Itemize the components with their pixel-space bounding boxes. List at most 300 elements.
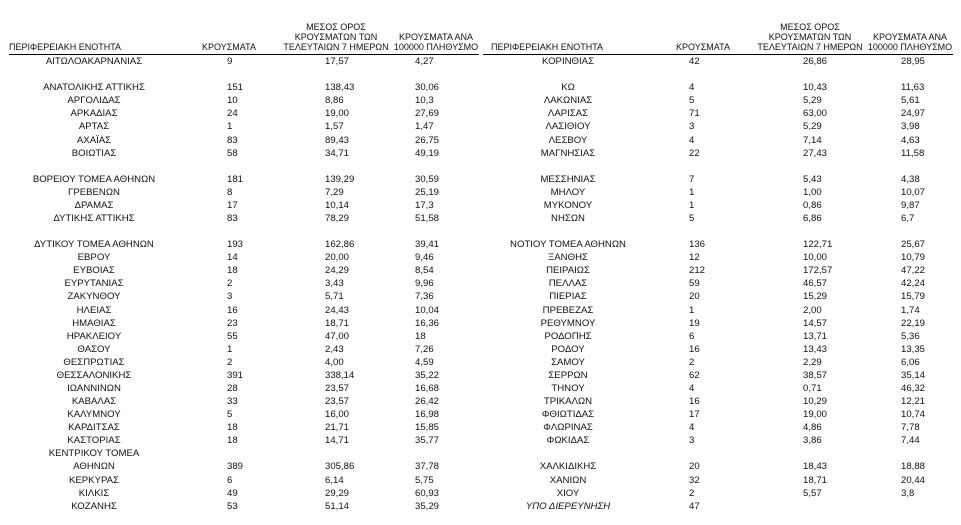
- avg7-cell: 5,29: [803, 95, 822, 107]
- cases-cell: 212: [689, 265, 706, 277]
- avg7-cell: 63,00: [803, 108, 828, 120]
- region-name-cell: ΗΜΑΘΙΑΣ: [72, 317, 116, 329]
- cases-cell: [179, 447, 279, 460]
- cases-cell: [179, 68, 279, 81]
- table-header-row: [9, 14, 479, 55]
- avg7-cell: 14,57: [803, 317, 828, 329]
- per100k-cell: 1,74: [901, 304, 920, 316]
- per100k-cell: 46,32: [901, 382, 926, 394]
- cases-cell: 19: [689, 317, 700, 329]
- table-row: [9, 356, 479, 369]
- avg7-cell: 4,86: [803, 422, 822, 434]
- avg7-cell: 78,29: [325, 212, 350, 224]
- cases-cell: 1: [689, 199, 695, 211]
- header-per100k: ΚΡΟΥΣΜΑΤΑ ΑΝΑ 100000 ΠΛΗΘΥΣΜΟ: [393, 14, 479, 55]
- per100k-cell: 10,74: [901, 409, 926, 421]
- avg7-cell: 38,57: [803, 369, 828, 381]
- per100k-cell: [867, 225, 953, 238]
- region-name-cell: ΕΒΡΟΥ: [77, 252, 111, 264]
- avg7-cell: 18,71: [325, 317, 350, 329]
- avg7-cell: 3,43: [325, 278, 344, 290]
- avg7-cell: 338,14: [325, 369, 355, 381]
- region-name-cell: ΜΕΣΣΗΝΙΑΣ: [540, 173, 596, 185]
- region-name-cell: [9, 225, 179, 238]
- avg7-cell: 2,43: [325, 343, 344, 355]
- cases-cell: 59: [689, 278, 700, 290]
- table-row: [483, 447, 953, 460]
- region-name-cell: ΡΕΘΥΜΝΟΥ: [540, 317, 596, 329]
- avg7-cell: 20,00: [325, 252, 350, 264]
- table-header-row: [483, 14, 953, 55]
- cases-cell: 18: [227, 435, 238, 447]
- table-row: [483, 94, 953, 107]
- avg7-cell: 1,57: [325, 121, 344, 133]
- cases-cell: [653, 447, 753, 460]
- per100k-cell: 35,29: [415, 500, 440, 512]
- cases-cell: 181: [227, 173, 244, 185]
- cases-cell: [653, 68, 753, 81]
- table-row: [9, 94, 479, 107]
- avg7-cell: 46,57: [803, 278, 828, 290]
- region-name-cell: ΑΧΑΪΑΣ: [76, 134, 112, 146]
- table-row: [483, 277, 953, 290]
- cases-cell: [179, 160, 279, 173]
- table-row: [483, 186, 953, 199]
- cases-cell: 389: [227, 461, 244, 473]
- avg7-cell: 18,71: [803, 474, 828, 486]
- per100k-cell: 15,79: [901, 291, 926, 303]
- avg7-cell: 0,86: [803, 199, 822, 211]
- region-name-cell: ΜΥΚΟΝΟΥ: [543, 199, 593, 211]
- region-name-cell: ΣΕΡΡΩΝ: [548, 369, 588, 381]
- per100k-cell: 18: [415, 330, 426, 342]
- per100k-cell: 6,06: [901, 356, 920, 368]
- per100k-cell: 39,41: [415, 239, 440, 251]
- cases-cell: 83: [227, 212, 238, 224]
- avg7-cell: [753, 447, 867, 460]
- avg7-cell: 18,43: [803, 461, 828, 473]
- table-row: [9, 317, 479, 330]
- avg7-cell: 47,00: [325, 330, 350, 342]
- table-row: [9, 474, 479, 487]
- cases-cell: 2: [689, 487, 695, 499]
- avg7-cell: 3,86: [803, 435, 822, 447]
- region-name-cell: ΒΟΙΩΤΙΑΣ: [71, 147, 117, 159]
- table-row: [9, 120, 479, 133]
- cases-cell: [653, 160, 753, 173]
- per100k-cell: 10,04: [415, 304, 440, 316]
- table-row: [9, 330, 479, 343]
- per100k-cell: 16,68: [415, 382, 440, 394]
- table-row: [483, 212, 953, 225]
- table-row: [483, 225, 953, 238]
- region-name-cell: ΦΩΚΙΔΑΣ: [546, 435, 590, 447]
- region-name-cell: ΑΝΑΤΟΛΙΚΗΣ ΑΤΤΙΚΗΣ: [43, 82, 145, 94]
- cases-cell: 136: [689, 239, 706, 251]
- table-row: [483, 55, 953, 69]
- table-row: [9, 460, 479, 473]
- right-table-panel: [483, 14, 953, 513]
- header-region: ΠΕΡΙΦΕΡΕΙΑΚΗ ΕΝΟΤΗΤΑ: [9, 14, 179, 55]
- per100k-cell: 26,42: [415, 396, 440, 408]
- per100k-cell: 8,54: [415, 265, 434, 277]
- table-row: [483, 251, 953, 264]
- region-name-cell: [9, 68, 179, 81]
- region-name-cell: ΜΗΛΟΥ: [550, 186, 586, 198]
- per100k-cell: 37,78: [415, 461, 440, 473]
- cases-table-right: [483, 14, 953, 513]
- avg7-cell: 5,71: [325, 291, 344, 303]
- per100k-cell: [393, 160, 479, 173]
- cases-cell: 6: [227, 474, 233, 486]
- region-name-cell: ΞΑΝΘΗΣ: [548, 252, 588, 264]
- table-row: [9, 382, 479, 395]
- region-name-cell: ΛΑΚΩΝΙΑΣ: [543, 95, 593, 107]
- cases-cell: 3: [227, 291, 233, 303]
- header-cases: ΚΡΟΥΣΜΑΤΑ: [179, 14, 279, 55]
- cases-cell: 14: [227, 252, 238, 264]
- region-name-cell: ΤΗΝΟΥ: [551, 382, 585, 394]
- avg7-cell: 23,57: [325, 396, 350, 408]
- cases-cell: 2: [689, 356, 695, 368]
- region-name-cell: ΝΟΤΙΟΥ ΤΟΜΕΑ ΑΘΗΝΩΝ: [510, 239, 626, 251]
- region-name-cell: ΚΕΝΤΡΙΚΟΥ ΤΟΜΕΑ: [48, 448, 140, 460]
- avg7-cell: 34,71: [325, 147, 350, 159]
- avg7-cell: [753, 500, 867, 513]
- region-name-cell: ΤΡΙΚΑΛΩΝ: [543, 396, 593, 408]
- header-region: ΠΕΡΙΦΕΡΕΙΑΚΗ ΕΝΟΤΗΤΑ: [483, 14, 653, 55]
- table-row: [9, 251, 479, 264]
- per100k-cell: 5,61: [901, 95, 920, 107]
- table-row: [483, 369, 953, 382]
- avg7-cell: 0,71: [803, 382, 822, 394]
- per100k-cell: 11,58: [901, 147, 925, 159]
- cases-cell: 4: [689, 82, 695, 94]
- per100k-cell: 30,59: [415, 173, 440, 185]
- per100k-cell: 26,75: [415, 134, 440, 146]
- cases-cell: 16: [689, 396, 700, 408]
- avg7-cell: 5,29: [803, 121, 822, 133]
- cases-cell: 42: [689, 56, 700, 68]
- avg7-cell: 89,43: [325, 134, 350, 146]
- avg7-cell: 24,43: [325, 304, 350, 316]
- region-name-cell: ΧΑΝΙΩΝ: [549, 474, 587, 486]
- cases-cell: 3: [689, 121, 695, 133]
- cases-cell: 17: [227, 199, 238, 211]
- per100k-cell: 11,63: [901, 82, 925, 94]
- avg7-cell: 10,14: [325, 199, 350, 211]
- cases-cell: 391: [227, 369, 244, 381]
- cases-cell: 17: [689, 409, 700, 421]
- per100k-cell: 27,69: [415, 108, 440, 120]
- avg7-cell: 10,29: [803, 396, 828, 408]
- header-per100k: ΚΡΟΥΣΜΑΤΑ ΑΝΑ 100000 ΠΛΗΘΥΣΜΟ: [867, 14, 953, 55]
- cases-cell: 1: [227, 121, 233, 133]
- region-name-cell: ΖΑΚΥΝΘΟΥ: [67, 291, 121, 303]
- table-row: [483, 160, 953, 173]
- per100k-cell: [393, 68, 479, 81]
- avg7-cell: [753, 225, 867, 238]
- table-row: [483, 303, 953, 316]
- region-name-cell: ΒΟΡΕΙΟΥ ΤΟΜΕΑ ΑΘΗΝΩΝ: [32, 173, 156, 185]
- region-name-cell: ΕΥΒΟΙΑΣ: [73, 265, 115, 277]
- table-row: [9, 173, 479, 186]
- avg7-cell: 23,57: [325, 382, 350, 394]
- table-row: [483, 474, 953, 487]
- avg7-cell: [753, 68, 867, 81]
- cases-cell: 28: [227, 382, 238, 394]
- left-table-panel: [9, 14, 479, 513]
- table-row: [483, 343, 953, 356]
- per100k-cell: 7,36: [415, 291, 434, 303]
- region-name-cell: ΚΑΒΑΛΑΣ: [71, 396, 117, 408]
- region-name-cell: ΓΡΕΒΕΝΩΝ: [68, 186, 120, 198]
- avg7-cell: 305,86: [325, 461, 355, 473]
- avg7-cell: 19,00: [325, 108, 350, 120]
- per100k-cell: 9,87: [901, 199, 920, 211]
- table-row: [9, 68, 479, 81]
- table-row: [9, 408, 479, 421]
- left-table-body: [9, 55, 479, 513]
- table-row: [9, 225, 479, 238]
- table-row: [483, 487, 953, 500]
- cases-cell: 62: [689, 369, 700, 381]
- per100k-cell: 35,14: [901, 369, 926, 381]
- per100k-cell: 1,47: [415, 121, 434, 133]
- header-cases: ΚΡΟΥΣΜΑΤΑ: [653, 14, 753, 55]
- region-name-cell: ΚΩ: [561, 82, 575, 94]
- cases-cell: 23: [227, 317, 238, 329]
- cases-cell: 5: [689, 95, 695, 107]
- table-row: [9, 369, 479, 382]
- region-name-cell: ΕΥΡΥΤΑΝΙΑΣ: [64, 278, 124, 290]
- table-row: [483, 317, 953, 330]
- region-name-cell: ΔΥΤΙΚΗΣ ΑΤΤΙΚΗΣ: [53, 212, 135, 224]
- region-name-cell: ΡΟΔΟΥ: [551, 343, 585, 355]
- table-row: [483, 120, 953, 133]
- per100k-cell: 35,22: [415, 369, 440, 381]
- table-row: [9, 395, 479, 408]
- per100k-cell: 25,19: [415, 186, 440, 198]
- avg7-cell: 51,14: [325, 500, 350, 512]
- per100k-cell: 47,22: [901, 265, 926, 277]
- per100k-cell: 17,3: [415, 199, 434, 211]
- avg7-cell: 13,71: [803, 330, 828, 342]
- table-row: [483, 107, 953, 120]
- table-row: [483, 173, 953, 186]
- table-row: [9, 303, 479, 316]
- region-name-cell: ΦΘΙΩΤΙΔΑΣ: [541, 409, 595, 421]
- per100k-cell: [867, 500, 953, 513]
- cases-cell: 49: [227, 487, 238, 499]
- avg7-cell: 7,29: [325, 186, 344, 198]
- table-row: [483, 500, 953, 513]
- per100k-cell: 5,36: [901, 330, 920, 342]
- per100k-cell: 10,3: [415, 95, 434, 107]
- avg7-cell: 172,57: [803, 265, 833, 277]
- cases-cell: 1: [689, 304, 695, 316]
- cases-cell: 24: [227, 108, 238, 120]
- table-row: [9, 238, 479, 251]
- region-name-cell: ΗΡΑΚΛΕΙΟΥ: [66, 330, 122, 342]
- region-name-cell: ΠΕΛΛΑΣ: [548, 278, 588, 290]
- region-name-cell: ΡΟΔΟΠΗΣ: [544, 330, 592, 342]
- right-table-body: [483, 55, 953, 513]
- region-name-cell: ΑΘΗΝΩΝ: [73, 461, 115, 473]
- avg7-cell: 13,43: [803, 343, 828, 355]
- cases-cell: 71: [689, 108, 700, 120]
- per100k-cell: 3,98: [901, 121, 920, 133]
- cases-cell: 58: [227, 147, 238, 159]
- per100k-cell: 16,36: [415, 317, 440, 329]
- cases-cell: 193: [227, 239, 244, 251]
- avg7-cell: 4,00: [325, 356, 344, 368]
- cases-cell: 83: [227, 134, 238, 146]
- per100k-cell: 60,93: [415, 487, 440, 499]
- cases-cell: 4: [689, 422, 695, 434]
- header-avg7: ΜΕΣΟΣ ΟΡΟΣ ΚΡΟΥΣΜΑΤΩΝ ΤΩΝ ΤΕΛΕΥΤΑΙΩΝ 7 ΗΜΕΡΩΝ: [279, 14, 393, 55]
- cases-cell: 2: [227, 278, 233, 290]
- avg7-cell: [753, 160, 867, 173]
- table-row: [9, 487, 479, 500]
- table-row: [483, 356, 953, 369]
- per100k-cell: 49,19: [415, 147, 440, 159]
- table-row: [9, 186, 479, 199]
- table-row: [9, 290, 479, 303]
- table-row: [483, 421, 953, 434]
- per100k-cell: 20,44: [901, 474, 926, 486]
- region-name-cell: ΧΙΟΥ: [556, 487, 580, 499]
- avg7-cell: 19,00: [803, 409, 828, 421]
- region-name-cell: ΔΥΤΙΚΟΥ ΤΟΜΕΑ ΑΘΗΝΩΝ: [34, 239, 154, 251]
- cases-cell: 1: [689, 186, 695, 198]
- cases-cell: 20: [689, 461, 700, 473]
- cases-table-left: [9, 14, 479, 513]
- region-name-cell: ΙΩΑΝΝΙΝΩΝ: [67, 382, 121, 394]
- per100k-cell: [867, 68, 953, 81]
- cases-cell: 20: [689, 291, 700, 303]
- avg7-cell: 6,14: [325, 474, 344, 486]
- per100k-cell: 30,06: [415, 82, 440, 94]
- region-name-cell: ΑΡΓΟΛΙΔΑΣ: [67, 95, 121, 107]
- region-name-cell: [483, 68, 653, 81]
- cases-cell: [653, 225, 753, 238]
- region-name-cell: ΠΙΕΡΙΑΣ: [549, 291, 587, 303]
- table-row: [483, 199, 953, 212]
- per100k-cell: 22,19: [901, 317, 926, 329]
- avg7-cell: [279, 160, 393, 173]
- per100k-cell: 5,75: [415, 474, 434, 486]
- per100k-cell: 4,63: [901, 134, 920, 146]
- table-row: [9, 434, 479, 447]
- cases-cell: 4: [689, 134, 695, 146]
- table-row: [9, 212, 479, 225]
- region-name-cell: ΜΑΓΝΗΣΙΑΣ: [540, 147, 596, 159]
- cases-cell: 53: [227, 500, 238, 512]
- per100k-cell: 51,58: [415, 212, 440, 224]
- per100k-cell: [393, 225, 479, 238]
- table-row: [483, 238, 953, 251]
- avg7-cell: 2,00: [803, 304, 822, 316]
- per100k-cell: 4,59: [415, 356, 434, 368]
- per100k-cell: 10,79: [901, 252, 926, 264]
- avg7-cell: 24,29: [325, 265, 350, 277]
- cases-cell: 9: [227, 56, 233, 68]
- cases-cell: 5: [689, 212, 695, 224]
- per100k-cell: 25,67: [901, 239, 926, 251]
- table-row: [9, 199, 479, 212]
- table-row: [9, 264, 479, 277]
- cases-cell: 3: [689, 435, 695, 447]
- region-name-cell: ΝΗΣΩΝ: [551, 212, 585, 224]
- cases-cell: 6: [689, 330, 695, 342]
- table-row: [483, 408, 953, 421]
- avg7-cell: 17,57: [325, 56, 350, 68]
- cases-cell: 4: [689, 382, 695, 394]
- region-name-cell: [483, 447, 653, 460]
- region-name-cell: ΑΡΚΑΔΙΑΣ: [70, 108, 118, 120]
- cases-cell: 8: [227, 186, 233, 198]
- avg7-cell: 5,43: [803, 173, 822, 185]
- table-row: [483, 382, 953, 395]
- avg7-cell: 5,57: [803, 487, 822, 499]
- region-name-cell: [9, 160, 179, 173]
- cases-cell: 32: [689, 474, 700, 486]
- per100k-cell: 10,07: [901, 186, 926, 198]
- cases-cell: 55: [227, 330, 238, 342]
- cases-cell: 47: [689, 500, 700, 512]
- avg7-cell: 8,86: [325, 95, 344, 107]
- table-row: [483, 330, 953, 343]
- avg7-cell: [279, 68, 393, 81]
- region-name-cell: ΚΟΖΑΝΗΣ: [71, 500, 117, 512]
- per100k-cell: 18,88: [901, 461, 926, 473]
- table-row: [9, 147, 479, 160]
- table-row: [9, 277, 479, 290]
- per100k-cell: 28,95: [901, 56, 926, 68]
- region-name-cell: ΦΛΩΡΙΝΑΣ: [543, 422, 593, 434]
- table-row: [9, 421, 479, 434]
- cases-cell: 151: [227, 82, 244, 94]
- region-name-cell: ΑΙΤΩΛΟΑΚΑΡΝΑΝΙΑΣ: [45, 56, 143, 68]
- per100k-cell: 16,98: [415, 409, 440, 421]
- header-avg7: ΜΕΣΟΣ ΟΡΟΣ ΚΡΟΥΣΜΑΤΩΝ ΤΩΝ ΤΕΛΕΥΤΑΙΩΝ 7 ΗΜΕΡΩΝ: [753, 14, 867, 55]
- table-row: [9, 447, 479, 460]
- cases-cell: 33: [227, 396, 238, 408]
- per100k-cell: 9,46: [415, 252, 434, 264]
- per100k-cell: 4,27: [415, 56, 434, 68]
- region-name-cell: ΗΛΕΙΑΣ: [76, 304, 112, 316]
- per100k-cell: 15,85: [415, 422, 440, 434]
- cases-cell: 5: [227, 409, 233, 421]
- per100k-cell: 3,8: [901, 487, 915, 499]
- table-row: [483, 133, 953, 146]
- cases-cell: 22: [689, 147, 700, 159]
- avg7-cell: [279, 225, 393, 238]
- per100k-cell: [393, 447, 479, 460]
- region-name-cell: ΚΑΡΔΙΤΣΑΣ: [68, 422, 120, 434]
- avg7-cell: 29,29: [325, 487, 350, 499]
- region-name-cell: [483, 225, 653, 238]
- per100k-cell: [867, 160, 953, 173]
- table-row: [483, 395, 953, 408]
- avg7-cell: 162,86: [325, 239, 355, 251]
- cases-cell: 10: [227, 95, 238, 107]
- region-name-cell: [483, 160, 653, 173]
- region-name-cell: ΛΕΣΒΟΥ: [548, 134, 588, 146]
- avg7-cell: 26,86: [803, 56, 828, 68]
- region-name-cell: ΚΑΛΥΜΝΟΥ: [67, 409, 121, 421]
